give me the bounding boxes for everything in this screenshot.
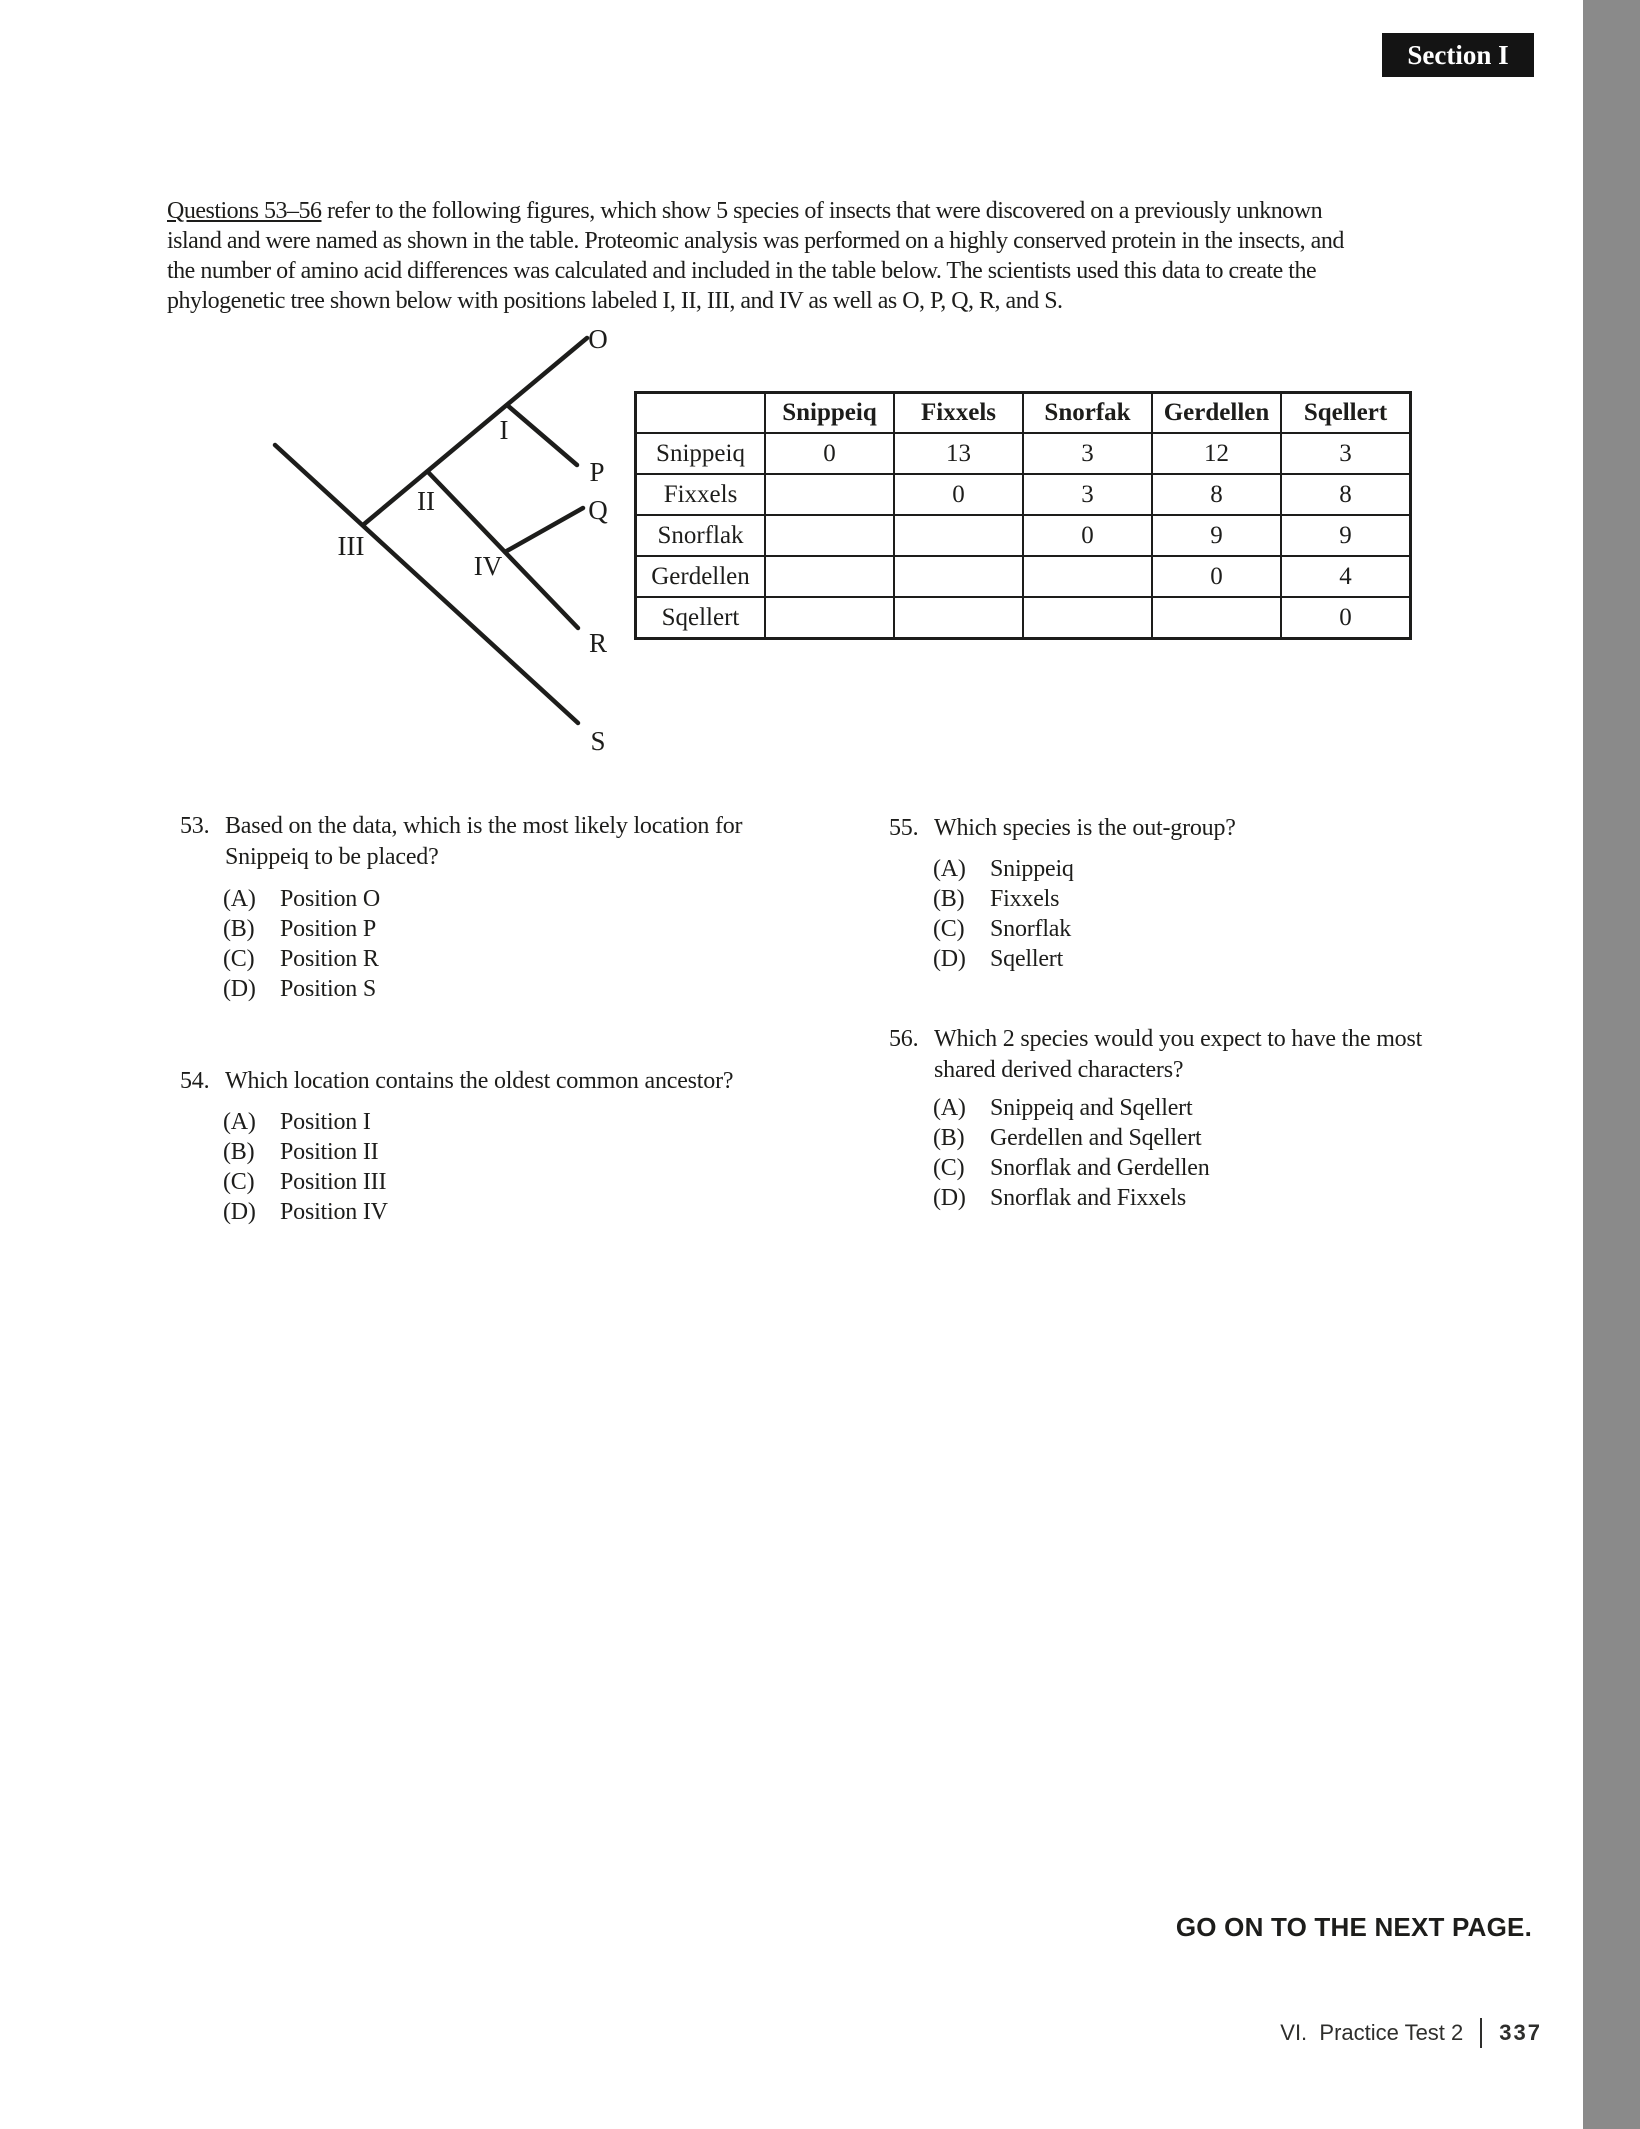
question-56-options (933, 1093, 1210, 1213)
table-cell (765, 556, 894, 597)
table-cell: 0 (1152, 556, 1281, 597)
table-row (636, 515, 1411, 556)
table-cell: 9 (1152, 515, 1281, 556)
tree-label-p: P (589, 457, 605, 487)
answer-option (933, 1093, 1210, 1123)
footer-page-number: 337 (1499, 2020, 1542, 2045)
table-cell: 4 (1281, 556, 1411, 597)
question-56 (889, 1024, 1422, 1086)
table-cell: 0 (1281, 597, 1411, 639)
option-letter: (B) (933, 886, 965, 912)
table-cell (765, 515, 894, 556)
table-header-cell: Fixxels (894, 393, 1023, 434)
table-cell (1023, 556, 1152, 597)
question-text (934, 813, 1236, 844)
option-letter: (A) (933, 1095, 966, 1121)
table-cell: 12 (1152, 433, 1281, 474)
question-line: Which location contains the oldest common ancestor? (225, 1068, 734, 1094)
question-55 (889, 813, 1236, 844)
option-text: Snippeiq (990, 856, 1074, 882)
table-cell: 0 (1023, 515, 1152, 556)
section-badge: Section I (1382, 33, 1534, 77)
question-53-options (223, 884, 380, 1004)
answer-option (223, 974, 380, 1004)
intro-line1: refer to the following figures, which show 5 species of insects that were discovered on a previously unknown (321, 198, 1323, 224)
option-letter: (C) (933, 1155, 965, 1181)
option-text: Position III (280, 1169, 387, 1195)
option-text: Snorflak and Fixxels (990, 1185, 1186, 1211)
question-number: 55. (889, 815, 919, 841)
question-line: Snippeiq to be placed? (225, 844, 439, 870)
option-text: Position P (280, 916, 377, 942)
option-text: Snippeiq and Sqellert (990, 1095, 1193, 1121)
intro-underlined-range: Questions 53–56 (167, 198, 322, 224)
answer-option (223, 1107, 388, 1137)
answer-option (933, 914, 1074, 944)
question-text (225, 811, 742, 873)
option-text: Position IV (280, 1199, 388, 1225)
answer-option (933, 1153, 1210, 1183)
option-text: Snorflak (990, 916, 1072, 942)
table-cell (894, 597, 1023, 639)
option-letter: (D) (223, 976, 256, 1002)
answer-option (933, 1183, 1210, 1213)
answer-option (223, 944, 380, 974)
option-letter: (D) (933, 946, 966, 972)
tree-label-ii: II (417, 486, 435, 516)
go-on-instruction: GO ON TO THE NEXT PAGE. (1175, 1912, 1532, 1942)
table-row-label: Fixxels (636, 474, 766, 515)
option-letter: (A) (223, 1109, 256, 1135)
option-letter: (A) (933, 856, 966, 882)
footer-section-label: VI. Practice Test 2 (1280, 2020, 1464, 2045)
page-edge-gray-bar (1583, 0, 1640, 2129)
answer-option (933, 854, 1074, 884)
answer-option (223, 1167, 388, 1197)
answer-option (223, 914, 380, 944)
table-row (636, 433, 1411, 474)
table-header-row (636, 393, 1411, 434)
table-cell: 8 (1152, 474, 1281, 515)
option-letter: (B) (223, 1139, 255, 1165)
table-cell (765, 597, 894, 639)
question-55-options (933, 854, 1074, 974)
option-letter: (B) (223, 916, 255, 942)
table-row (636, 597, 1411, 639)
question-number: 53. (180, 813, 210, 839)
tree-branch-i-to-p (507, 405, 577, 465)
table-row-label: Gerdellen (636, 556, 766, 597)
tree-label-iii: III (337, 531, 365, 561)
option-letter: (C) (223, 946, 255, 972)
question-54 (180, 1066, 733, 1097)
option-text: Position O (280, 886, 381, 912)
table-header-cell (636, 393, 766, 434)
table-header-cell: Snippeiq (765, 393, 894, 434)
option-text: Gerdellen and Sqellert (990, 1125, 1202, 1151)
table-cell: 8 (1281, 474, 1411, 515)
table-cell (894, 556, 1023, 597)
question-text (225, 1066, 733, 1097)
table-cell: 9 (1281, 515, 1411, 556)
option-text: Fixxels (990, 886, 1060, 912)
option-letter: (B) (933, 1125, 965, 1151)
table-header-cell: Snorfak (1023, 393, 1152, 434)
table-row-label: Snippeiq (636, 433, 766, 474)
tree-label-iv: IV (473, 551, 503, 581)
footer-divider (1480, 2018, 1482, 2048)
table-row-label: Sqellert (636, 597, 766, 639)
option-text: Position S (280, 976, 377, 1002)
option-letter: (C) (933, 916, 965, 942)
intro-line2: island and were named as shown in the table. Proteomic analysis was performed on a highly conserved protein in the insects, and (167, 228, 1344, 254)
answer-option (933, 884, 1074, 914)
tree-branch-iv-to-q (505, 508, 583, 552)
table-cell (1152, 597, 1281, 639)
option-letter: (A) (223, 886, 256, 912)
table-cell: 0 (765, 433, 894, 474)
tree-label-q: Q (588, 495, 608, 525)
table-row (636, 474, 1411, 515)
option-letter: (D) (223, 1199, 256, 1225)
option-text: Position I (280, 1109, 371, 1135)
tree-label-r: R (588, 628, 608, 658)
option-text: Sqellert (990, 946, 1064, 972)
question-line: shared derived characters? (934, 1057, 1184, 1083)
phylogenetic-tree (250, 315, 620, 760)
question-53 (180, 811, 742, 873)
answer-option (223, 1137, 388, 1167)
option-letter: (D) (933, 1185, 966, 1211)
table-row (636, 556, 1411, 597)
table-cell: 3 (1281, 433, 1411, 474)
table-cell (1023, 597, 1152, 639)
table-cell: 0 (894, 474, 1023, 515)
question-number: 56. (889, 1026, 919, 1052)
table-cell: 13 (894, 433, 1023, 474)
intro-line3: the number of amino acid differences was calculated and included in the table below. The scientists used this data to create the (167, 258, 1317, 284)
answer-option (223, 884, 380, 914)
tree-branch-iii-to-o (363, 338, 587, 525)
answer-option (933, 1123, 1210, 1153)
tree-label-i: I (499, 415, 509, 445)
table-row-label: Snorflak (636, 515, 766, 556)
table-header-cell: Sqellert (1281, 393, 1411, 434)
option-text: Position II (280, 1139, 379, 1165)
table-cell: 3 (1023, 433, 1152, 474)
table-cell: 3 (1023, 474, 1152, 515)
table-header-cell: Gerdellen (1152, 393, 1281, 434)
page-footer (1280, 2018, 1542, 2048)
intro-paragraph (167, 196, 1542, 316)
question-54-options (223, 1107, 388, 1227)
question-number: 54. (180, 1068, 210, 1094)
answer-option (933, 944, 1074, 974)
tree-label-s: S (590, 726, 606, 756)
option-text: Position R (280, 946, 379, 972)
question-text (934, 1024, 1422, 1086)
intro-line4: phylogenetic tree shown below with positions labeled I, II, III, and IV as well as O, P, Q, R, and S. (167, 288, 1063, 314)
option-letter: (C) (223, 1169, 255, 1195)
option-text: Snorflak and Gerdellen (990, 1155, 1210, 1181)
answer-option (223, 1197, 388, 1227)
tree-label-o: O (588, 324, 608, 354)
question-line: Which 2 species would you expect to have the most (934, 1026, 1423, 1052)
table-cell (894, 515, 1023, 556)
table-cell (765, 474, 894, 515)
question-line: Based on the data, which is the most likely location for (225, 813, 743, 839)
amino-acid-difference-table (634, 391, 1412, 640)
question-line: Which species is the out-group? (934, 815, 1236, 841)
